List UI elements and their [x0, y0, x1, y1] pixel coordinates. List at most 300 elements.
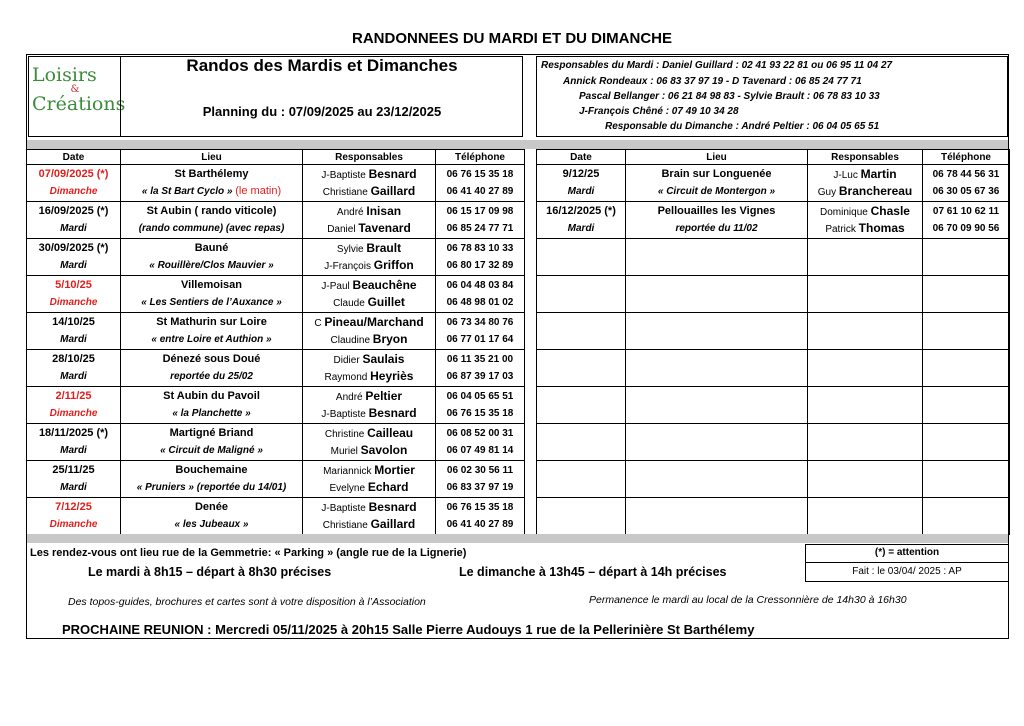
logo	[32, 64, 126, 115]
empty-cell	[923, 313, 1010, 350]
phone-number: 06 07 49 81 14	[446, 445, 514, 457]
rando-date: 18/11/2025 (*)	[38, 426, 109, 439]
empty-cell	[537, 313, 626, 350]
rando-circuit-line	[626, 183, 807, 200]
telephone-stack	[436, 240, 524, 275]
table-row	[27, 424, 525, 461]
responsable-name	[808, 220, 922, 237]
right-schedule-table	[536, 149, 1010, 535]
rando-circuit-line	[121, 257, 302, 274]
empty-row	[537, 350, 1010, 387]
col-date: Date	[537, 150, 626, 165]
telephone-stack	[436, 425, 524, 460]
empty-cell	[923, 239, 1010, 276]
responsable-name	[303, 479, 435, 496]
date-stack	[27, 240, 120, 275]
left-schedule-table	[26, 149, 525, 535]
date-cell	[537, 202, 626, 239]
telephone-cell	[436, 202, 525, 239]
col-responsables: Responsables	[808, 150, 923, 165]
table-row	[27, 350, 525, 387]
responsables-cell	[303, 165, 436, 202]
telephone-cell	[436, 239, 525, 276]
responsable-firstname: Guy	[817, 187, 837, 199]
responsable-lastname: Echard	[367, 480, 409, 495]
rando-date: 5/10/25	[55, 278, 92, 291]
responsables-stack	[808, 203, 922, 238]
telephone-cell	[436, 498, 525, 535]
telephone-stack	[436, 203, 524, 238]
phone-number: 06 87 39 17 03	[446, 371, 514, 383]
rando-circuit: « les Jubeaux »	[174, 519, 249, 531]
responsables-stack	[303, 277, 435, 312]
empty-cell	[626, 424, 808, 461]
rando-day: Dimanche	[49, 297, 98, 309]
rando-day: Mardi	[60, 260, 87, 272]
rando-circuit-line	[121, 368, 302, 385]
col-telephone: Téléphone	[436, 150, 525, 165]
responsable-firstname: J-François	[324, 261, 371, 273]
responsable-name	[303, 183, 435, 200]
telephone-stack	[436, 351, 524, 386]
date-stack	[537, 166, 625, 201]
lieu-cell	[626, 202, 808, 239]
date-cell	[27, 350, 121, 387]
logo-amp: &	[70, 84, 80, 95]
responsable-firstname: Sylvie	[336, 243, 364, 255]
date-cell	[27, 498, 121, 535]
rando-place: St Aubin du Pavoil	[163, 389, 260, 402]
phone-number: 06 85 24 77 71	[446, 223, 514, 235]
empty-cell	[923, 387, 1010, 424]
responsable-lastname: Beauchêne	[352, 277, 417, 292]
responsables-cell	[303, 239, 436, 276]
lieu-cell	[121, 313, 303, 350]
telephone-cell	[436, 424, 525, 461]
rando-circuit-line	[121, 479, 302, 496]
responsables-stack	[303, 240, 435, 275]
responsable-name	[303, 388, 435, 405]
responsables-cell	[808, 202, 923, 239]
responsables-stack	[808, 166, 922, 201]
rando-day: Mardi	[60, 334, 87, 346]
empty-cell	[537, 387, 626, 424]
phone-number: 06 80 17 32 89	[446, 260, 514, 272]
telephone-stack	[436, 499, 524, 534]
telephone-cell	[436, 276, 525, 313]
phone-number: 06 11 35 21 00	[446, 353, 514, 365]
lieu-stack	[121, 240, 302, 275]
rando-day: Mardi	[60, 223, 87, 235]
responsables-cell	[303, 424, 436, 461]
responsable-lastname: Tavenard	[358, 221, 411, 236]
col-lieu: Lieu	[626, 150, 808, 165]
responsable-name	[303, 516, 435, 533]
lieu-cell	[121, 350, 303, 387]
responsable-name	[303, 220, 435, 237]
responsable-firstname: J-Baptiste	[321, 169, 366, 181]
phone-number: 06 70 09 90 56	[932, 223, 1000, 235]
responsable-lastname: Branchereau	[838, 184, 913, 199]
rando-circuit: reportée du 25/02	[170, 371, 253, 383]
rando-circuit: reportée du 11/02	[675, 223, 758, 235]
responsable-name	[303, 294, 435, 311]
empty-cell	[626, 498, 808, 535]
rando-day: Mardi	[567, 223, 595, 235]
responsable-firstname: Claudine	[330, 335, 371, 347]
empty-cell	[808, 313, 923, 350]
responsable-firstname: Muriel	[330, 446, 358, 458]
empty-cell	[808, 239, 923, 276]
rando-circuit: « Circuit de Maligné »	[160, 445, 263, 457]
empty-cell	[626, 461, 808, 498]
responsables-stack	[303, 314, 435, 349]
responsables-cell	[303, 461, 436, 498]
date-cell	[27, 461, 121, 498]
responsable-firstname: Patrick	[825, 224, 856, 236]
phone-number: 06 78 83 10 33	[446, 242, 514, 254]
lieu-cell	[121, 276, 303, 313]
resp-line-1: Responsables du Mardi : Daniel Guillard : 02 41 93 22 81 ou 06 95 11 04 27	[541, 60, 893, 71]
rando-circuit: « Circuit de Montergon »	[657, 186, 776, 198]
lieu-cell	[121, 498, 303, 535]
rando-place: Martigné Briand	[169, 426, 254, 439]
table-row	[27, 239, 525, 276]
rando-date: 16/12/2025 (*)	[546, 204, 616, 217]
lieu-cell	[121, 202, 303, 239]
empty-cell	[537, 461, 626, 498]
phone-number: 06 04 48 03 84	[446, 279, 514, 291]
responsable-name	[303, 462, 435, 479]
date-stack	[27, 166, 120, 201]
permanence-note: Permanence le mardi au local de la Cressonnière de 14h30 à 16h30	[589, 594, 907, 606]
left-header-row	[27, 150, 525, 165]
responsables-stack	[303, 499, 435, 534]
telephone-stack	[436, 277, 524, 312]
responsable-name	[808, 183, 922, 200]
rando-date: 7/12/25	[55, 500, 92, 513]
telephone-cell	[436, 165, 525, 202]
phone-number: 06 83 37 97 19	[446, 482, 514, 494]
responsable-firstname: Daniel	[327, 224, 356, 236]
rando-date: 28/10/25	[52, 352, 95, 365]
rando-date: 25/11/25	[52, 463, 95, 476]
rando-day: Mardi	[60, 482, 87, 494]
attention-divider	[805, 562, 1009, 563]
responsable-firstname: C	[314, 317, 322, 329]
responsable-name	[303, 351, 435, 368]
responsable-firstname: J-Baptiste	[321, 502, 366, 514]
responsable-lastname: Martin	[860, 166, 897, 181]
date-stack	[27, 351, 120, 386]
lieu-stack	[121, 499, 302, 534]
date-stack	[537, 203, 625, 238]
date-stack	[27, 462, 120, 497]
rando-place: St Mathurin sur Loire	[156, 315, 267, 328]
responsable-lastname: Thomas	[858, 221, 905, 236]
logo-line1: Loisirs	[32, 64, 97, 86]
responsable-lastname: Chasle	[870, 203, 910, 218]
responsable-lastname: Bryon	[372, 332, 408, 347]
telephone-cell	[923, 202, 1010, 239]
responsable-firstname: J-Paul	[321, 280, 350, 292]
table-row	[537, 165, 1010, 202]
empty-cell	[923, 276, 1010, 313]
table-row	[27, 276, 525, 313]
telephone-stack	[923, 203, 1009, 238]
telephone-cell	[436, 313, 525, 350]
lieu-cell	[121, 165, 303, 202]
responsables-cell	[303, 202, 436, 239]
responsable-name	[303, 203, 435, 220]
responsable-lastname: Peltier	[365, 388, 403, 403]
phone-number: 06 15 17 09 98	[446, 205, 514, 217]
responsables-cell	[303, 498, 436, 535]
date-cell	[27, 276, 121, 313]
lieu-cell	[121, 239, 303, 276]
responsable-firstname: Mariannick	[323, 465, 372, 477]
date-stack	[27, 388, 120, 423]
lieu-cell	[121, 424, 303, 461]
empty-cell	[808, 276, 923, 313]
phone-number: 06 41 40 27 89	[446, 519, 514, 531]
table-row	[27, 498, 525, 535]
responsable-name	[303, 499, 435, 516]
table-row	[27, 461, 525, 498]
responsable-firstname: Raymond	[324, 372, 368, 384]
responsable-lastname: Brault	[366, 240, 402, 255]
responsable-firstname: J-Baptiste	[321, 409, 366, 421]
lieu-stack	[121, 314, 302, 349]
phone-number: 06 76 15 35 18	[446, 501, 514, 513]
responsable-name	[303, 314, 435, 331]
responsable-lastname: Besnard	[368, 499, 417, 514]
empty-cell	[808, 461, 923, 498]
rando-day: Dimanche	[49, 519, 98, 531]
col-responsables: Responsables	[303, 150, 436, 165]
telephone-cell	[436, 461, 525, 498]
rando-day: Mardi	[60, 445, 87, 457]
responsable-name	[303, 277, 435, 294]
empty-cell	[923, 498, 1010, 535]
empty-cell	[808, 350, 923, 387]
responsable-name	[808, 203, 922, 220]
mardi-time: Le mardi à 8h15 – départ à 8h30 précises	[88, 565, 332, 579]
responsable-name	[303, 331, 435, 348]
responsables-stack	[303, 425, 435, 460]
empty-row	[537, 387, 1010, 424]
rando-day: Mardi	[567, 186, 595, 198]
responsable-lastname: Gaillard	[370, 184, 416, 199]
table-row	[27, 202, 525, 239]
empty-cell	[626, 276, 808, 313]
separator-bar-top	[27, 140, 1008, 149]
lieu-stack	[121, 351, 302, 386]
telephone-cell	[436, 350, 525, 387]
logo-line2: Créations	[32, 93, 126, 115]
header-title: Randos des Mardis et Dimanches	[186, 56, 458, 75]
planning-dates: Planning du : 07/09/2025 au 23/12/2025	[202, 104, 442, 119]
rando-date: 14/10/25	[52, 315, 95, 328]
rando-day: Mardi	[60, 371, 87, 383]
empty-cell	[537, 424, 626, 461]
responsable-firstname: Christine	[324, 428, 365, 440]
rando-circuit-line	[121, 405, 302, 422]
telephone-cell	[436, 387, 525, 424]
responsable-lastname: Gaillard	[370, 517, 416, 532]
lieu-stack	[626, 203, 807, 238]
phone-number: 06 48 98 01 02	[446, 297, 514, 309]
phone-number: 06 02 30 56 11	[446, 464, 514, 476]
responsables-stack	[303, 351, 435, 386]
lieu-stack	[121, 277, 302, 312]
telephone-cell	[923, 165, 1010, 202]
responsable-lastname: Besnard	[368, 406, 417, 421]
empty-cell	[626, 313, 808, 350]
phone-number: 06 76 15 35 18	[446, 168, 514, 180]
rando-date: 2/11/25	[55, 389, 92, 402]
empty-cell	[808, 387, 923, 424]
rando-note: (le matin)	[235, 185, 282, 198]
responsable-lastname: Griffon	[373, 258, 414, 273]
date-cell	[27, 424, 121, 461]
date-stack	[27, 203, 120, 238]
rando-circuit: « la St Bart Cyclo »	[141, 186, 233, 198]
empty-row	[537, 276, 1010, 313]
responsable-firstname: J-Luc	[833, 169, 858, 181]
rando-circuit-line	[121, 516, 302, 533]
rando-circuit-line	[121, 442, 302, 459]
responsable-firstname: Dominique	[820, 206, 868, 218]
responsable-firstname: Christiane	[322, 187, 368, 199]
topos-note: Des topos-guides, brochures et cartes sont à votre disposition à l’Association	[68, 596, 426, 608]
rando-circuit-line	[121, 331, 302, 348]
empty-cell	[808, 424, 923, 461]
responsable-firstname: Claude	[333, 298, 365, 310]
rando-circuit-line	[626, 220, 807, 237]
rando-date: 30/09/2025 (*)	[38, 241, 109, 254]
date-cell	[27, 313, 121, 350]
telephone-stack	[923, 166, 1009, 201]
rando-circuit: « la Planchette »	[172, 408, 251, 420]
responsable-name	[303, 240, 435, 257]
responsable-lastname: Heyriès	[370, 369, 414, 384]
empty-cell	[537, 239, 626, 276]
table-row	[27, 313, 525, 350]
date-cell	[537, 165, 626, 202]
rando-place: Denée	[194, 500, 229, 513]
rando-circuit-line	[121, 220, 302, 237]
rando-circuit: « Les Sentiers de l’Auxance »	[141, 297, 282, 309]
responsables-stack	[303, 388, 435, 423]
lieu-stack	[121, 462, 302, 497]
resp-line-3: Pascal Bellanger : 06 21 84 98 83 - Sylvie Brault : 06 78 83 10 33	[579, 91, 880, 102]
responsables-cell	[303, 313, 436, 350]
lieu-cell	[626, 165, 808, 202]
responsables-cell	[303, 350, 436, 387]
fait-note: Fait : le 03/04/ 2025 : AP	[852, 566, 962, 577]
date-cell	[27, 202, 121, 239]
responsable-firstname: Didier	[333, 354, 360, 366]
rdv-location: Les rendez-vous ont lieu rue de la Gemmetrie: « Parking » (angle rue de la Lignerie)	[30, 547, 467, 559]
responsables-stack	[303, 462, 435, 497]
resp-line-2: Annick Rondeaux : 06 83 37 97 19 - D Tavenard : 06 85 24 77 71	[563, 76, 862, 87]
responsables-block	[541, 60, 1006, 136]
rando-circuit: « Rouillère/Clos Mauvier »	[149, 260, 274, 272]
responsable-name	[303, 405, 435, 422]
empty-row	[537, 424, 1010, 461]
phone-number: 06 78 44 56 31	[932, 168, 1000, 180]
responsable-lastname: Guillet	[367, 295, 405, 310]
telephone-stack	[436, 166, 524, 201]
empty-cell	[626, 239, 808, 276]
phone-number: 06 76 15 35 18	[446, 408, 514, 420]
responsables-stack	[303, 166, 435, 201]
lieu-stack	[121, 203, 302, 238]
rando-circuit-line	[121, 294, 302, 311]
phone-number: 06 04 05 65 51	[446, 390, 514, 402]
responsable-lastname: Saulais	[362, 351, 405, 366]
rando-circuit: « entre Loire et Authion »	[151, 334, 272, 346]
responsable-name	[303, 368, 435, 385]
empty-cell	[537, 276, 626, 313]
empty-cell	[923, 350, 1010, 387]
empty-cell	[537, 350, 626, 387]
rando-date: 07/09/2025 (*)	[38, 167, 109, 180]
empty-row	[537, 498, 1010, 535]
rando-circuit: « Pruniers » (reportée du 14/01)	[136, 482, 287, 494]
empty-cell	[923, 424, 1010, 461]
rando-day: Dimanche	[49, 408, 98, 420]
rando-place: Bauné	[194, 241, 229, 254]
responsables-stack	[303, 203, 435, 238]
rando-place: Pellouailles les Vignes	[657, 204, 776, 217]
responsable-firstname: André	[336, 206, 364, 218]
empty-cell	[626, 387, 808, 424]
responsable-name	[303, 257, 435, 274]
rando-place: St Aubin ( rando viticole)	[146, 204, 277, 217]
empty-cell	[626, 350, 808, 387]
responsable-firstname: Evelyne	[329, 483, 366, 495]
responsable-lastname: Inisan	[366, 203, 402, 218]
phone-number: 06 30 05 67 36	[932, 186, 1000, 198]
responsables-cell	[808, 165, 923, 202]
rando-date: 16/09/2025 (*)	[38, 204, 109, 217]
telephone-stack	[436, 462, 524, 497]
telephone-stack	[436, 388, 524, 423]
dimanche-time: Le dimanche à 13h45 – départ à 14h précises	[459, 565, 727, 579]
rando-date: 9/12/25	[562, 167, 600, 180]
date-stack	[27, 499, 120, 534]
separator-bar-bottom	[27, 534, 1008, 543]
rando-place: Brain sur Longuenée	[661, 167, 772, 180]
lieu-cell	[121, 387, 303, 424]
date-cell	[27, 239, 121, 276]
table-row	[537, 202, 1010, 239]
responsables-cell	[303, 276, 436, 313]
document-title: RANDONNEES DU MARDI ET DU DIMANCHE	[351, 30, 672, 47]
responsable-name	[808, 166, 922, 183]
date-stack	[27, 277, 120, 312]
date-cell	[27, 387, 121, 424]
responsable-lastname: Savolon	[360, 443, 408, 458]
rando-circuit: (rando commune) (avec repas)	[138, 223, 285, 235]
rando-place: Villemoisan	[181, 278, 242, 291]
rando-place: St Barthélemy	[174, 167, 249, 180]
lieu-stack	[121, 388, 302, 423]
resp-line-4: J-François Chêné : 07 49 10 34 28	[579, 106, 739, 117]
phone-number: 06 73 34 80 76	[446, 316, 514, 328]
